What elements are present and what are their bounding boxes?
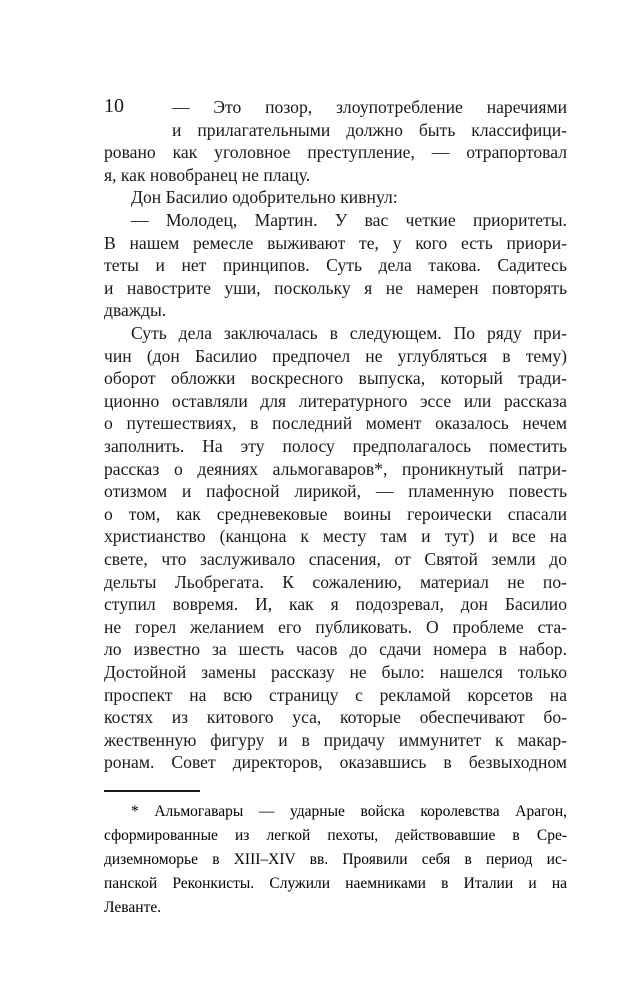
- body-line: оборот обложки воскресного выпуска, который тради-: [104, 368, 567, 389]
- body-line: дважды.: [104, 300, 167, 321]
- body-line: дельты Льобрегата. К сожалению, материал не по-: [104, 571, 567, 592]
- body-line: и прилагательными должно быть классифици-: [172, 119, 567, 140]
- body-line: свете, что заслуживало спасения, от Святой земли до: [104, 549, 567, 569]
- body-line: заполнить. На эту полосу предполагалось поместить: [104, 436, 567, 456]
- body-line: о том, как средневековые воины героически спасали: [104, 503, 567, 524]
- body-line: ровано как уголовное преступление, — отрапортовал: [104, 142, 567, 163]
- footnote-line: * Альмогавары — ударные войска королевства Арагон,: [131, 803, 567, 820]
- body-line: христианство (канцона к месту там и тут) и все на: [104, 526, 567, 547]
- body-line: о путешествиях, в последний момент оказалось нечем: [104, 413, 567, 434]
- body-line: и навострите уши, поскольку я не намерен повторять: [104, 277, 567, 298]
- body-line: отизмом и пафосной лирикой, — пламенную повесть: [104, 481, 567, 502]
- footnote-line: диземноморье в XIII–XIV вв. Проявили себя в период ис-: [104, 851, 567, 868]
- body-line: — Молодец, Мартин. У вас четкие приоритеты.: [131, 210, 567, 230]
- footnote-line: сформированные из легкой пехоты, действовавшие в Сре-: [104, 827, 567, 844]
- body-line: — Это позор, злоупотребление наречиями: [172, 97, 567, 117]
- body-line: теты и нет принципов. Суть дела такова. Садитесь: [104, 255, 567, 276]
- footnote-line: панской Реконкисты. Служили наемниками в Италии и на: [104, 875, 567, 892]
- body-line: проспект на всю страницу с рекламой корсетов на: [104, 684, 567, 705]
- body-line: ступил вовремя. И, как я подозревал, дон Басилио: [104, 594, 567, 615]
- body-line: рассказ о деяниях альмогаваров*, проникнутый патри-: [104, 458, 567, 479]
- body-line: Суть дела заключалась в следующем. По ряду при-: [131, 323, 567, 343]
- page-number: 10: [104, 95, 124, 117]
- body-line: костях из китового уса, которые обеспечивают бо-: [104, 707, 567, 728]
- body-line: чин (дон Басилио предпочел не углубляться в тему): [104, 345, 567, 366]
- body-line: жественную фигуру и в придачу иммунитет к макар-: [104, 729, 567, 750]
- body-line: ло известно за шесть часов до сдачи номера в набор.: [104, 639, 567, 660]
- footnote-line: Леванте.: [104, 899, 162, 916]
- footnote-divider: [104, 790, 200, 792]
- body-line: я, как новобранец не плацу.: [104, 164, 311, 185]
- body-line: ционно оставляли для литературного эссе или рассказа: [104, 390, 567, 411]
- body-line: В нашем ремесле выживают те, у кого есть приори-: [104, 232, 567, 253]
- body-line: не горел желанием его публиковать. О проблеме ста-: [104, 616, 567, 637]
- body-line: ронам. Совет директоров, оказавшись в безвыходном: [104, 752, 567, 773]
- body-line: Дон Басилио одобрительно кивнул:: [131, 187, 398, 208]
- body-line: Достойной замены рассказу не было: нашелся только: [104, 662, 567, 682]
